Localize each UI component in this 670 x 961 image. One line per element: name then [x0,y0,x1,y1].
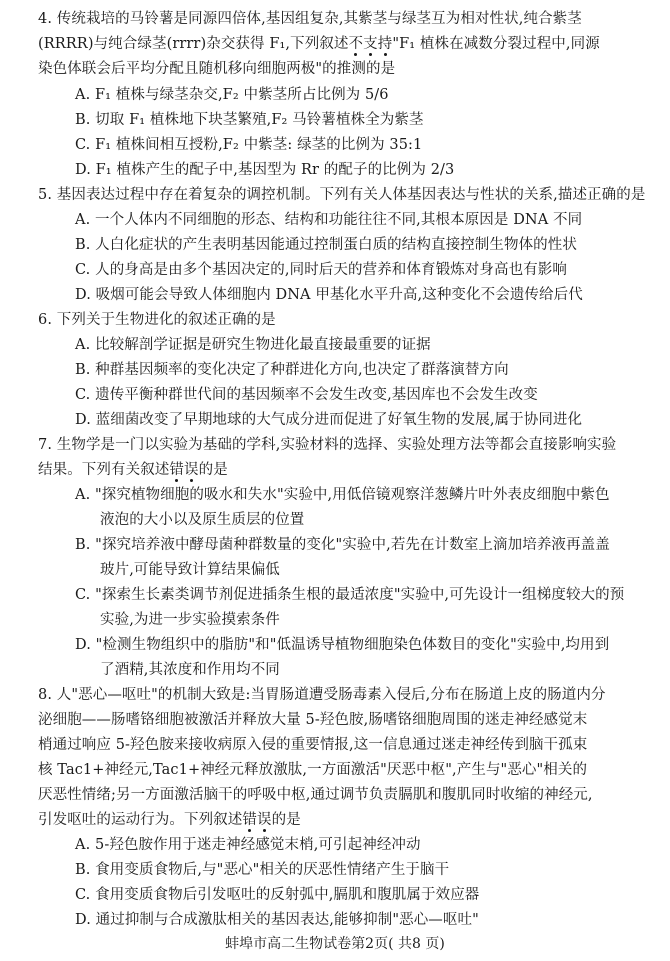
answer-option: C. 食用变质食物后引发呕吐的反射弧中,膈肌和腹肌属于效应器 [75,887,480,903]
answer-option: C. F₁ 植株间相互授粉,F₂ 中紫茎: 绿茎的比例为 35:1 [75,137,423,153]
answer-option: D. 通过抑制与合成激肽相关的基因表达,能够抑制"恶心—呕吐" [75,912,479,928]
emphasis-char: 支 [363,36,378,52]
answer-option: B. 人白化症状的产生表明基因能通过控制蛋白质的结构直接控制生物体的性状 [75,237,577,253]
answer-option-continuation: 液泡的大小以及原生质层的位置 [100,512,305,528]
answer-option: C. 遗传平衡种群世代间的基因频率不会发生改变,基因库也不会发生改变 [75,387,538,403]
answer-option: B. 种群基因频率的变化决定了种群进化方向,也决定了群落演替方向 [75,362,509,378]
answer-option: C. "探索生长素类调节剂促进插条生根的最适浓度"实验中,可先设计一组梯度较大的预 [75,587,625,603]
question-stem-line: 梢通过响应 5-羟色胺来接收病原入侵的重要情报,这一信息通过迷走神经传到脑干孤束 [38,737,588,753]
answer-option-continuation: 玻片,可能导致计算结果偏低 [100,562,280,578]
answer-option: B. 切取 F₁ 植株地下块茎繁殖,F₂ 马铃薯植株全为紫茎 [75,112,424,128]
emphasis-char: 误 [257,812,272,828]
question-stem-line: 4. 传统栽培的马铃薯是同源四倍体,基因组复杂,其紫茎与绿茎互为相对性状,纯合紫茎 [38,11,582,27]
question-stem-line: 6. 下列关于生物进化的叙述正确的是 [38,312,276,328]
emphasis-char: 持 [377,36,393,52]
answer-option: D. F₁ 植株产生的配子中,基因型为 Rr 的配子的比例为 2/3 [75,162,455,178]
question-stem-line: 染色体联会后平均分配且随机移向细胞两极"的推测的是 [38,61,396,77]
answer-option: A. 比较解剖学证据是研究生物进化最直接最重要的证据 [75,337,431,353]
question-stem-line: 结果。下列有关叙述错误的是 [38,462,228,478]
question-stem-line: (RRRR)与纯合绿茎(rrrr)杂交获得 F₁,下列叙述不支持"F₁ 植株在减数分裂过程中,同源 [38,36,600,52]
question-stem-line: 厌恶性情绪;另一方面激活脑干的呼吸中枢,通过调节负责膈肌和腹肌同时收缩的神经元, [38,787,593,803]
emphasis-char: 不 [348,36,364,52]
answer-option-continuation: 了酒精,其浓度和作用均不同 [100,662,280,678]
question-stem-line: 核 Tac1+神经元,Tac1+神经元释放激肽,一方面激活"厌恶中枢",产生与"恶心"相关的 [38,762,588,778]
answer-option: A. 5-羟色胺作用于迷走神经感觉末梢,可引起神经冲动 [75,837,421,853]
answer-option: A. F₁ 植株与绿茎杂交,F₂ 中紫茎所占比例为 5/6 [75,87,389,103]
answer-option: A. 一个人体内不同细胞的形态、结构和功能往往不同,其根本原因是 DNA 不同 [75,212,583,228]
page-footer: 蚌埠市高二生物试卷第2页( 共8 页) [225,936,445,952]
emphasis-char: 错 [242,812,258,828]
answer-option: D. 蓝细菌改变了早期地球的大气成分进而促进了好氧生物的发展,属于协同进化 [75,412,583,428]
answer-option: B. "探究培养液中酵母菌种群数量的变化"实验中,若先在计数室上滴加培养液再盖盖 [75,537,610,553]
question-stem-line: 5. 基因表达过程中存在着复杂的调控机制。下列有关人体基因表达与性状的关系,描述正确的是 [38,187,646,203]
emphasis-char: 误 [184,462,199,478]
answer-option: C. 人的身高是由多个基因决定的,同时后天的营养和体育锻炼对身高也有影响 [75,262,568,278]
answer-option: D. 吸烟可能会导致人体细胞内 DNA 甲基化水平升高,这种变化不会遗传给后代 [75,287,583,303]
answer-option-continuation: 实验,为进一步实验摸索条件 [100,612,280,628]
question-stem-line: 泌细胞——肠嗜铬细胞被激活并释放大量 5-羟色胺,肠嗜铬细胞周围的迷走神经感觉末 [38,712,588,728]
question-stem-line: 7. 生物学是一门以实验为基础的学科,实验材料的选择、实验处理方法等都会直接影响实验 [38,437,617,453]
question-stem-line: 引发呕吐的运动行为。下列叙述错误的是 [38,812,301,828]
emphasis-char: 错 [169,462,185,478]
answer-option: A. "探究植物细胞的吸水和失水"实验中,用低倍镜观察洋葱鳞片叶外表皮细胞中紫色 [75,487,610,503]
answer-option: B. 食用变质食物后,与"恶心"相关的厌恶性情绪产生于脑干 [75,862,450,878]
answer-option: D. "检测生物组织中的脂肪"和"低温诱导植物细胞染色体数目的变化"实验中,均用到 [75,637,610,653]
question-stem-line: 8. 人"恶心—呕吐"的机制大致是:当胃肠道遭受肠毒素入侵后,分布在肠道上皮的肠道内分 [38,687,606,703]
